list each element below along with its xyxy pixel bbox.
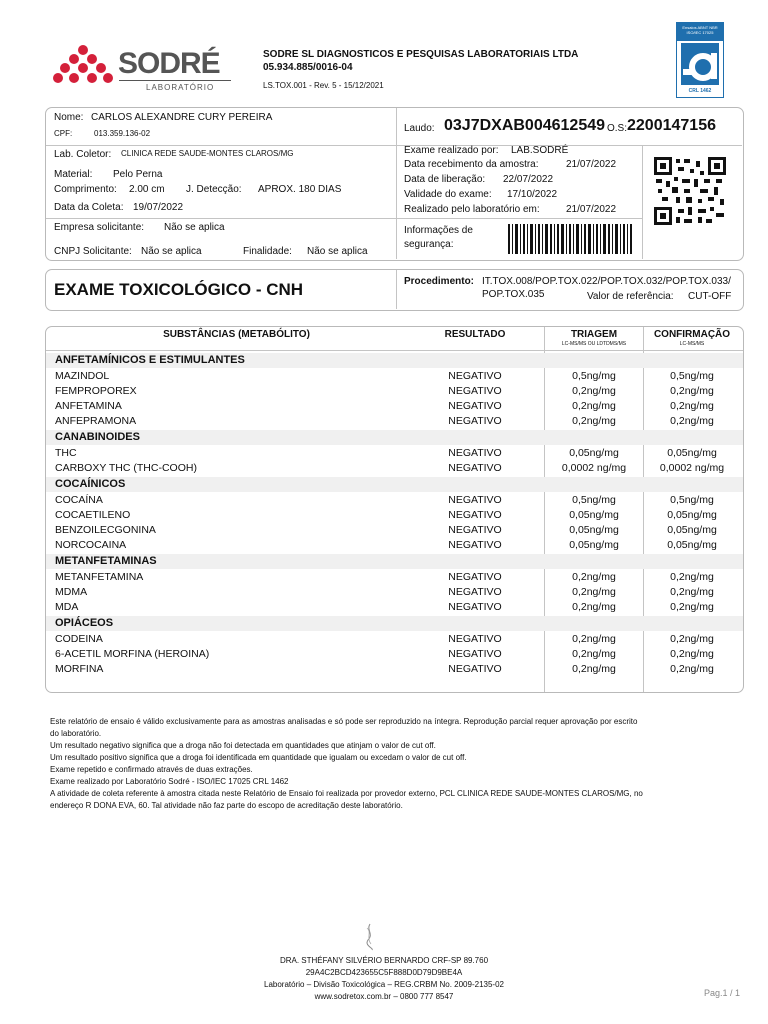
- screening-cell: 0,2ng/mg: [572, 415, 616, 427]
- result-cell: NEGATIVO: [448, 633, 502, 645]
- footnote-line: Este relatório de ensaio é válido exclusivamente para as amostras analisadas e só pode ser reproduzido na íntegra. Reprodução parcial requer aprovação por escrito: [50, 717, 638, 726]
- qr-code-icon: [654, 157, 726, 225]
- group-name: OPIÁCEOS: [55, 617, 114, 629]
- empresa-value: Não se aplica: [164, 222, 225, 233]
- seguranca-label: Informações de: [404, 225, 473, 236]
- substance-cell: MDMA: [55, 586, 88, 598]
- footnote-line: do laboratório.: [50, 729, 102, 738]
- group-name: ANFETAMÍNICOS E ESTIMULANTES: [55, 354, 245, 366]
- group-row: [46, 430, 743, 445]
- security-barcode-icon: [508, 224, 632, 254]
- substance-cell: CARBOXY THC (THC-COOH): [55, 462, 197, 474]
- substance-cell: THC: [55, 447, 77, 459]
- result-cell: NEGATIVO: [448, 571, 502, 583]
- result-cell: NEGATIVO: [448, 447, 502, 459]
- footnote-line: Um resultado negativo significa que a droga não foi detectada em quantidades que atinjam o valor de cut off.: [50, 741, 436, 750]
- table-row: [46, 399, 743, 414]
- material-value: Pelo Perna: [113, 169, 163, 180]
- screening-cell: 0,5ng/mg: [572, 370, 616, 382]
- company-name: SODRE SL DIAGNOSTICOS E PESQUISAS LABORATORIAIS LTDA: [263, 49, 579, 60]
- confirmation-cell: 0,5ng/mg: [670, 494, 714, 506]
- screening-cell: 0,05ng/mg: [569, 447, 619, 459]
- table-row: [46, 446, 743, 461]
- table-row: [46, 538, 743, 553]
- table-row: [46, 647, 743, 662]
- footnotes: [50, 716, 750, 812]
- confirmation-cell: 0,5ng/mg: [670, 370, 714, 382]
- liberacao-value: 22/07/2022: [503, 174, 554, 185]
- table-row: [46, 508, 743, 523]
- patient-name-label: Nome:: [54, 112, 84, 123]
- header-resultado: RESULTADO: [444, 329, 506, 340]
- seguranca-label-2: segurança:: [404, 239, 454, 250]
- table-row: [46, 600, 743, 615]
- screening-cell: 0,2ng/mg: [572, 601, 616, 613]
- comprimento-value: 2.00 cm: [129, 184, 165, 195]
- table-row: [46, 570, 743, 585]
- screening-cell: 0,0002 ng/mg: [561, 462, 627, 474]
- confirmation-cell: 0,2ng/mg: [670, 663, 714, 675]
- empresa-label: Empresa solicitante:: [54, 222, 145, 233]
- data-coleta-value: 19/07/2022: [133, 202, 184, 213]
- divider: [642, 145, 643, 259]
- confirmation-cell: 0,2ng/mg: [670, 400, 714, 412]
- brand-divider: [119, 80, 231, 81]
- cnpj-solicitante-label: CNPJ Solicitante:: [54, 246, 132, 257]
- table-header: [46, 327, 743, 351]
- result-cell: NEGATIVO: [448, 601, 502, 613]
- table-row: [46, 662, 743, 677]
- seal-bottom-text: CRL 1462: [688, 88, 712, 94]
- realizado-lab-value: 21/07/2022: [566, 204, 617, 215]
- group-name: METANFETAMINAS: [55, 555, 157, 567]
- screening-cell: 0,2ng/mg: [572, 400, 616, 412]
- deteccao-label: J. Detecção:: [186, 184, 242, 195]
- confirmation-cell: 0,05ng/mg: [667, 524, 717, 536]
- table-row: [46, 493, 743, 508]
- lab-coletor-value: CLINICA REDE SAUDE-MONTES CLAROS/MG: [121, 149, 294, 158]
- substance-cell: METANFETAMINA: [55, 571, 144, 583]
- seal-a-icon: [681, 43, 719, 85]
- footnote-line: Um resultado positivo significa que a droga foi identificada em quantidade que igualam ou excedam o valor de cut off.: [50, 753, 467, 762]
- group-row: [46, 353, 743, 368]
- material-label: Material:: [54, 169, 93, 180]
- sodre-logo-mark: [52, 44, 114, 86]
- table-row: [46, 384, 743, 399]
- confirmation-cell: 0,2ng/mg: [670, 648, 714, 660]
- screening-cell: 0,2ng/mg: [572, 385, 616, 397]
- substance-cell: MORFINA: [55, 663, 104, 675]
- recebimento-value: 21/07/2022: [566, 159, 617, 170]
- divider: [46, 145, 742, 146]
- group-row: [46, 477, 743, 492]
- group-row: [46, 616, 743, 631]
- deteccao-value: APROX. 180 DIAS: [258, 184, 342, 195]
- screening-cell: 0,05ng/mg: [569, 539, 619, 551]
- result-cell: NEGATIVO: [448, 385, 502, 397]
- screening-cell: 0,2ng/mg: [572, 571, 616, 583]
- table-row: [46, 523, 743, 538]
- realizado-por-value: LAB.SODRÉ: [511, 145, 569, 156]
- divider: [396, 270, 397, 309]
- confirmation-cell: 0,05ng/mg: [667, 539, 717, 551]
- confirmation-cell: 0,2ng/mg: [670, 415, 714, 427]
- result-cell: NEGATIVO: [448, 370, 502, 382]
- substance-cell: 6-ACETIL MORFINA (HEROINA): [55, 648, 210, 660]
- substance-cell: COCAETILENO: [55, 509, 131, 521]
- screening-cell: 0,2ng/mg: [572, 586, 616, 598]
- laudo-number: 03J7DXAB004612549: [444, 117, 606, 134]
- page-number: Pag.1 / 1: [704, 988, 741, 998]
- recebimento-label: Data recebimento da amostra:: [404, 159, 539, 170]
- realizado-lab-label: Realizado pelo laboratório em:: [404, 204, 540, 215]
- os-number: 2200147156: [627, 117, 716, 134]
- procedimento-line-1: IT.TOX.008/POP.TOX.022/POP.TOX.032/POP.TOX.033/: [482, 276, 731, 287]
- screening-cell: 0,05ng/mg: [569, 524, 619, 536]
- procedimento-label: Procedimento:: [404, 276, 475, 287]
- substance-cell: NORCOCAINA: [55, 539, 127, 551]
- cpf-label: CPF:: [54, 129, 73, 138]
- os-label: O.S:: [607, 123, 628, 134]
- signature-division: Laboratório – Divisão Toxicológica – REG.CRBM No. 2009-2135-02: [264, 980, 504, 989]
- substance-cell: COCAÍNA: [55, 494, 103, 506]
- data-coleta-label: Data da Coleta:: [54, 202, 124, 213]
- confirmation-cell: 0,2ng/mg: [670, 571, 714, 583]
- procedimento-line-2: POP.TOX.035: [482, 289, 545, 300]
- accreditation-seal: [676, 22, 724, 98]
- result-cell: NEGATIVO: [448, 415, 502, 427]
- result-cell: NEGATIVO: [448, 400, 502, 412]
- comprimento-label: Comprimento:: [54, 184, 117, 195]
- finalidade-value: Não se aplica: [307, 246, 368, 257]
- realizado-por-label: Exame realizado por:: [404, 145, 499, 156]
- screening-cell: 0,2ng/mg: [572, 648, 616, 660]
- footnote-line: Exame repetido e confirmado através de duas extrações.: [50, 765, 253, 774]
- cnpj-solicitante-value: Não se aplica: [141, 246, 202, 257]
- footnote-line: Exame realizado por Laboratório Sodré - ISO/IEC 17025 CRL 1462: [50, 777, 289, 786]
- result-cell: NEGATIVO: [448, 648, 502, 660]
- confirmation-cell: 0,05ng/mg: [667, 447, 717, 459]
- header-substancia: SUBSTÂNCIAS (METABÓLITO): [163, 329, 310, 340]
- referencia-value: CUT-OFF: [688, 291, 732, 302]
- result-cell: NEGATIVO: [448, 494, 502, 506]
- screening-cell: 0,2ng/mg: [572, 633, 616, 645]
- confirmation-cell: 0,2ng/mg: [670, 601, 714, 613]
- table-row: [46, 461, 743, 476]
- footnote-line: A atividade de coleta referente à amostra citada neste Relatório de Ensaio foi realizada por provedor externo, PCL CLINICA REDE SAUDE-MONTES CLAROS/MG, no: [50, 789, 643, 798]
- confirmation-cell: 0,05ng/mg: [667, 509, 717, 521]
- doc-ref: LS.TOX.001 - Rev. 5 - 15/12/2021: [263, 81, 384, 90]
- signature-scribble-icon: [360, 922, 380, 952]
- substance-cell: CODEINA: [55, 633, 103, 645]
- patient-name: CARLOS ALEXANDRE CURY PEREIRA: [91, 112, 273, 123]
- lab-coletor-label: Lab. Coletor:: [54, 149, 112, 160]
- table-row: [46, 414, 743, 429]
- company-cnpj: 05.934.885/0016-04: [263, 62, 353, 73]
- header-confirmacao-method: LC-MS/MS: [679, 341, 705, 347]
- result-cell: NEGATIVO: [448, 539, 502, 551]
- table-row: [46, 369, 743, 384]
- substance-cell: ANFETAMINA: [55, 400, 122, 412]
- substance-cell: ANFEPRAMONA: [55, 415, 137, 427]
- signature-hash: 29A4C2BCD423655C5F888D0D79D9BE4A: [305, 968, 463, 977]
- divider: [46, 218, 396, 219]
- divider: [397, 218, 642, 219]
- validade-value: 17/10/2022: [507, 189, 558, 200]
- table-row: [46, 585, 743, 600]
- header-confirmacao: CONFIRMAÇÃO: [653, 329, 731, 340]
- cpf-value: 013.359.136-02: [94, 129, 151, 138]
- table-row: [46, 632, 743, 647]
- confirmation-cell: 0,2ng/mg: [670, 633, 714, 645]
- finalidade-label: Finalidade:: [243, 246, 292, 257]
- screening-cell: 0,2ng/mg: [572, 663, 616, 675]
- referencia-label: Valor de referência:: [587, 291, 674, 302]
- result-cell: NEGATIVO: [448, 524, 502, 536]
- signature-name: DRA. STHÉFANY SILVÉRIO BERNARDO CRF-SP 89.760: [279, 956, 489, 965]
- footnote-line: endereço R DONA EVA, 60. Tal atividade não faz parte do escopo de acreditação deste laboratório.: [50, 801, 403, 810]
- result-cell: NEGATIVO: [448, 462, 502, 474]
- confirmation-cell: 0,2ng/mg: [670, 385, 714, 397]
- exam-title: EXAME TOXICOLÓGICO - CNH: [54, 280, 304, 299]
- header-triagem-method: LC-MS/MS OU LDTDMS/MS: [561, 341, 627, 347]
- validade-label: Validade do exame:: [404, 189, 492, 200]
- table-body: [46, 351, 743, 689]
- seal-top-text: Ensaios ABNT NBR ISO/IEC 17025: [677, 23, 723, 41]
- substance-cell: MAZINDOL: [55, 370, 110, 382]
- header-triagem: TRIAGEM: [570, 329, 618, 340]
- substance-cell: BENZOILECGONINA: [55, 524, 156, 536]
- confirmation-cell: 0,0002 ng/mg: [659, 462, 725, 474]
- substance-cell: MDA: [55, 601, 79, 613]
- screening-cell: 0,05ng/mg: [569, 509, 619, 521]
- result-cell: NEGATIVO: [448, 663, 502, 675]
- results-table: [45, 326, 744, 693]
- signature-contact: www.sodretox.com.br – 0800 777 8547: [314, 992, 454, 1001]
- confirmation-cell: 0,2ng/mg: [670, 586, 714, 598]
- divider: [396, 108, 397, 259]
- group-row: [46, 554, 743, 569]
- liberacao-label: Data de liberação:: [404, 174, 486, 185]
- result-cell: NEGATIVO: [448, 586, 502, 598]
- brand-sub: LABORATÓRIO: [146, 83, 215, 92]
- brand-name: SODRÉ: [118, 47, 220, 80]
- group-name: CANABINOIDES: [55, 431, 140, 443]
- substance-cell: FEMPROPOREX: [55, 385, 137, 397]
- laudo-label: Laudo:: [404, 123, 435, 134]
- screening-cell: 0,5ng/mg: [572, 494, 616, 506]
- result-cell: NEGATIVO: [448, 509, 502, 521]
- group-name: COCAÍNICOS: [55, 478, 126, 490]
